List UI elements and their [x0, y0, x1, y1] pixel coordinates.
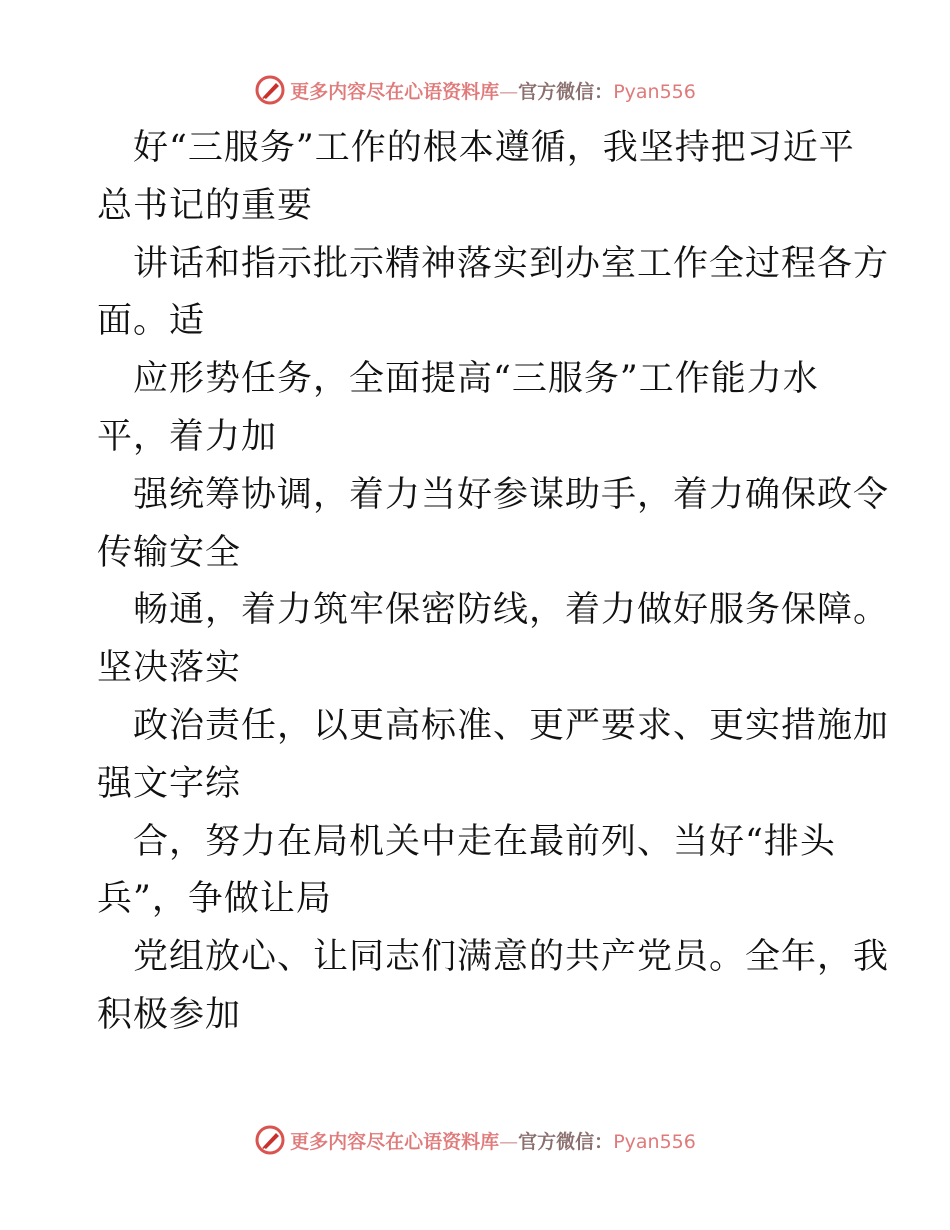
body-line: 强统筹协调，着力当好参谋助手，着力确保政令: [133, 474, 890, 515]
body-line: 面。适: [97, 301, 206, 342]
watermark-text: [290, 77, 696, 104]
watermark-dash: —: [499, 1130, 519, 1153]
body-line: 平，着力加: [97, 416, 278, 457]
document-body: [97, 120, 890, 1045]
body-line: 总书记的重要: [97, 185, 314, 226]
watermark-wechat-id: Pyan556: [613, 1130, 696, 1153]
watermark-brand: 更多内容尽在心语资料库: [290, 1130, 500, 1153]
body-line: 兵”，争做让局: [97, 879, 332, 920]
quill-pen-seal-icon: [254, 74, 286, 106]
body-line: 积极参加: [97, 994, 242, 1035]
body-line: 党组放心、让同志们满意的共产党员。全年，我: [133, 937, 890, 978]
header-watermark: [0, 70, 950, 110]
body-line: 好“三服务”工作的根本遵循，我坚持把习近平: [133, 128, 855, 168]
body-line: 政治责任，以更高标准、更严要求、更实措施加: [133, 705, 890, 746]
body-line: 传输安全: [97, 532, 242, 573]
body-line: 讲话和指示批示精神落实到办室工作全过程各方: [133, 243, 890, 284]
body-line: 强文字综: [97, 763, 242, 804]
watermark-brand: 更多内容尽在心语资料库: [290, 80, 500, 103]
watermark-official-label: 官方微信：: [518, 1130, 614, 1153]
body-line: 合，努力在局机关中走在最前列、当好“排头: [133, 821, 836, 862]
body-line: 应形势任务，全面提高“三服务”工作能力水: [133, 359, 819, 400]
watermark-text: [290, 1127, 696, 1154]
body-line: 畅通，着力筑牢保密防线，着力做好服务保障。: [133, 590, 890, 631]
quill-pen-seal-icon: [254, 1124, 286, 1156]
body-line: 坚决落实: [97, 648, 242, 689]
watermark-dash: —: [499, 80, 519, 103]
watermark-official-label: 官方微信：: [518, 80, 614, 103]
watermark-wechat-id: Pyan556: [613, 80, 696, 103]
footer-watermark: [0, 1120, 950, 1160]
